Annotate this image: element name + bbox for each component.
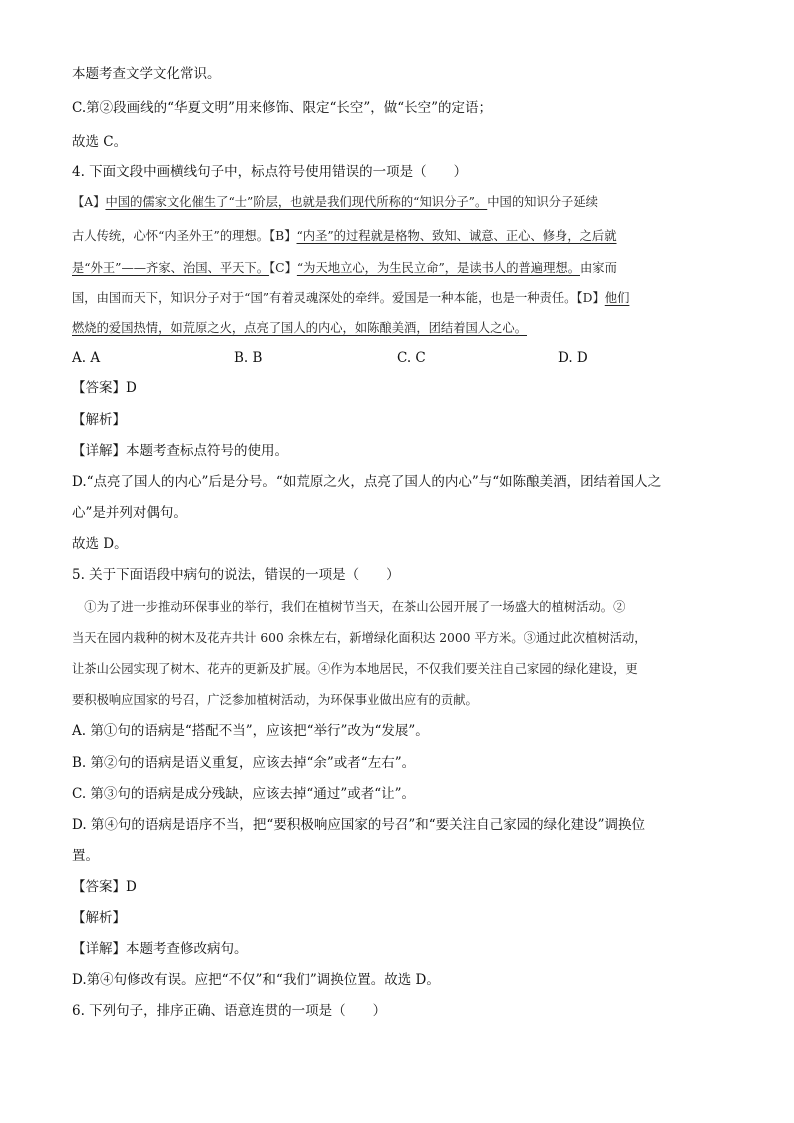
text-line: 故选 C。 <box>72 134 128 150</box>
passage-text: 中国的知识分子延续 <box>487 195 598 209</box>
explain-text: D.第④句修改有误。应把“不仅”和“我们”调换位置。故选 D。 <box>72 972 440 988</box>
underlined-sentence-c: “为天地立心，为生民立命”，是读书人的普遍理想。 <box>296 261 580 275</box>
underlined-sentence-d: 他们 <box>604 291 630 305</box>
passage-line: ①为了进一步推动环保事业的举行，我们在植树节当天，在茶山公园开展了一场盛大的植树活动。② <box>72 600 626 614</box>
explain-text: D.“点亮了国人的内心”后是分号。“如荒原之火，点亮了国人的内心”与“如陈酿美酒，团结着国人之 <box>72 474 662 490</box>
detail-text: 【详解】本题考查修改病句。 <box>72 941 248 957</box>
option-c: C. 第③句的语病是成分残缺，应该去掉“通过”或者“让”。 <box>72 786 416 802</box>
passage-text: 古人传统，心怀“内圣外王”的理想。【B】 <box>72 229 297 243</box>
marker-c: 【C】 <box>269 261 297 275</box>
text-line: C.第②段画线的“华夏文明”用来修饰、限定“长空”，做“长空”的定语； <box>72 100 493 116</box>
question-6-stem: 6. 下列句子，排序正确、语意连贯的一项是（ ） <box>72 1003 387 1019</box>
option-b: B. B <box>234 350 263 366</box>
option-d-cont: 置。 <box>72 848 99 864</box>
underlined-sentence-b-cont: 是“外王”——齐家、治国、平天下。 <box>72 261 270 275</box>
passage-line <box>72 192 722 212</box>
option-c: C. C <box>397 350 426 366</box>
underlined-sentence-a: 中国的儒家文化催生了“士”阶层，也就是我们现代所称的“知识分子”。 <box>105 195 488 209</box>
passage-line: 让茶山公园实现了树木、花卉的更新及扩展。④作为本地居民，不仅我们要关注自己家园的绿化建设，更 <box>72 662 638 676</box>
option-d: D. 第④句的语病是语序不当，把“要积极响应国家的号召”和“要关注自己家园的绿化建设”调换位 <box>72 817 646 833</box>
passage-line <box>72 226 722 246</box>
option-a: A. 第①句的语病是“搭配不当”，应该把“举行”改为“发展”。 <box>72 723 429 739</box>
option-a: A. A <box>72 350 101 366</box>
option-b: B. 第②句的语病是语义重复，应该去掉“余”或者“左右”。 <box>72 755 416 771</box>
detail-text: 【详解】本题考查标点符号的使用。 <box>72 443 288 459</box>
analysis-label: 【解析】 <box>72 910 126 926</box>
underlined-sentence-b: “内圣”的过程就是格物、致知、诚意、正心、修身，之后就 <box>296 229 617 243</box>
answer-label: 【答案】D <box>72 879 137 895</box>
underlined-sentence-d-cont: 燃烧的爱国热情，如荒原之火，点亮了国人的内心，如陈酿美酒，团结着国人之心。 <box>72 321 527 335</box>
choose-text: 故选 D。 <box>72 536 128 552</box>
question-5-stem: 5. 关于下面语段中病句的说法，错误的一项是（ ） <box>72 567 400 583</box>
text-line: 本题考查文学文化常识。 <box>72 66 221 82</box>
option-d: D. D <box>558 350 588 366</box>
marker-a: 【A】 <box>72 195 106 209</box>
explain-text: 心”是并列对偶句。 <box>72 505 187 521</box>
answer-label: 【答案】D <box>72 380 137 396</box>
analysis-label: 【解析】 <box>72 412 126 428</box>
passage-text: 国，由国而天下，知识分子对于“国”有着灵魂深处的牵绊。爱国是一种本能，也是一种责任。【D】 <box>72 291 605 305</box>
passage-text: 由家而 <box>580 261 617 275</box>
passage-line: 要积极响应国家的号召，广泛参加植树活动，为环保事业做出应有的贡献。 <box>72 693 478 707</box>
passage-line: 当天在园内栽种的树木及花卉共计 600 余株左右，新增绿化面积达 2000 平方米。③通过此次植树活动， <box>72 631 647 645</box>
passage-line <box>72 288 722 308</box>
question-4-stem: 4. 下面文段中画横线句子中，标点符号使用错误的一项是（ ） <box>72 164 468 180</box>
passage-line <box>72 258 722 278</box>
passage-line <box>72 318 722 338</box>
